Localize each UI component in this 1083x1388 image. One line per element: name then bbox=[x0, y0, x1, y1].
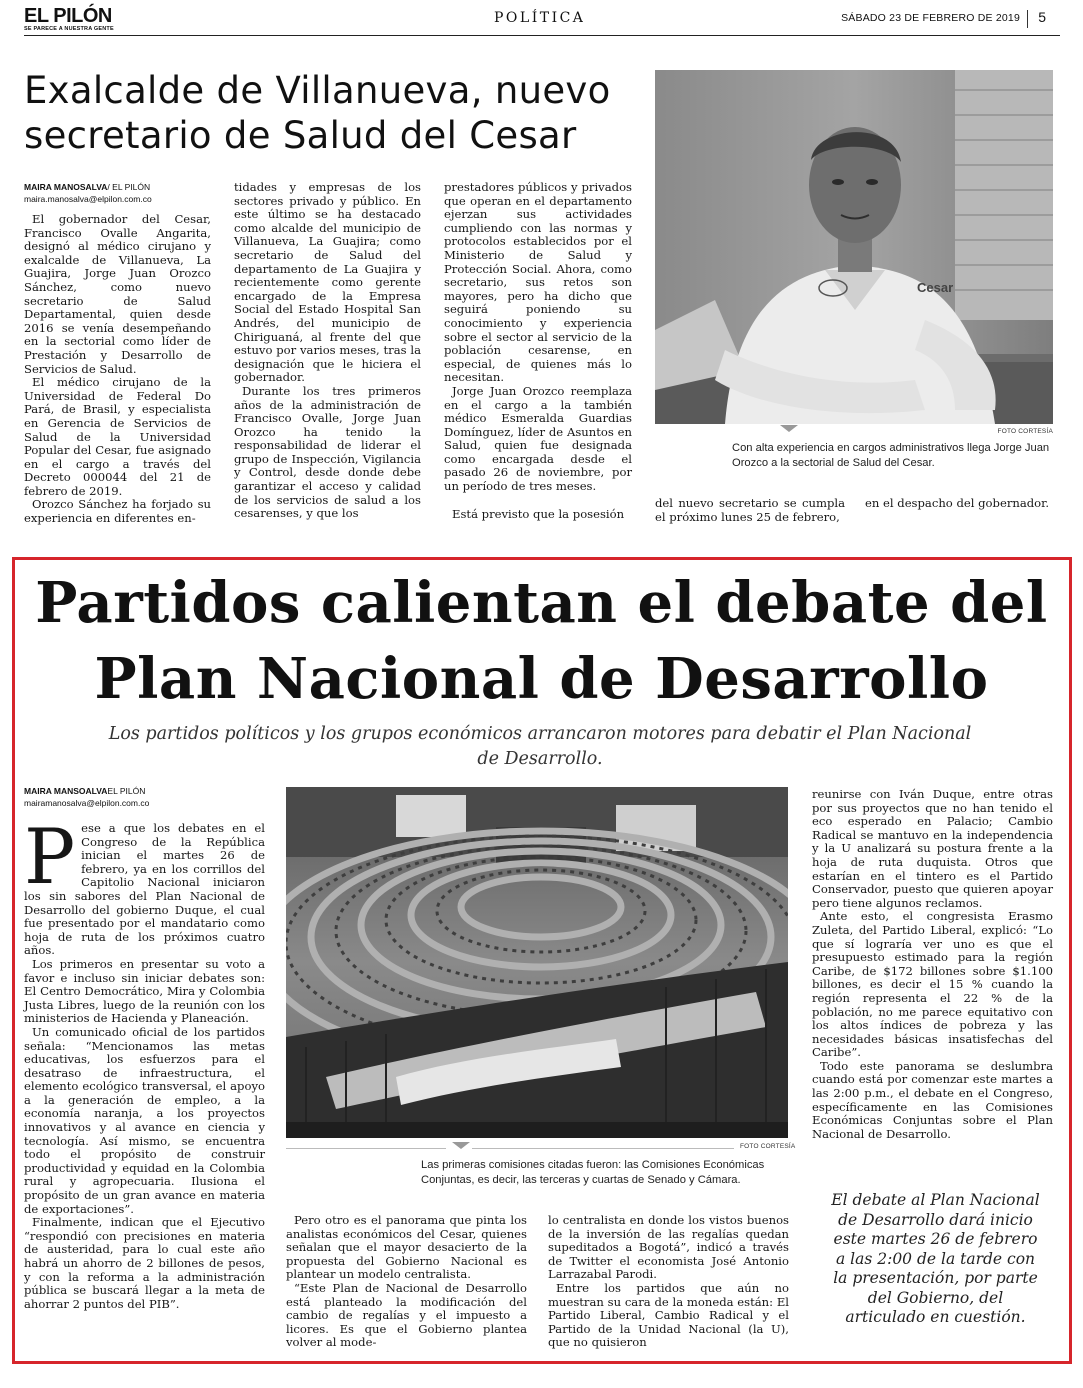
paragraph: Durante los tres primeros años de la administración de Francisco Ovalle, Jorge Juan Orozco ha tenido la responsabilidad de liderar el grupo de Inspección, Vigilancia y Control, desde donde debe garantizar el acceso y calidad de los servicios de salud a los cesarenses, y que los bbox=[234, 383, 421, 521]
drop-cap: P bbox=[24, 812, 76, 901]
paragraph: Jorge Juan Orozco reemplaza en el cargo a la también médico Esmeralda Guardias Domínguez, líder de Asuntos en Salud, quien fue designada como encargada desde el pasado 26 de noviembre, por un período de tres meses. bbox=[444, 383, 632, 494]
shirt-logo-text: Cesar bbox=[917, 280, 954, 295]
headline-line-1: Partidos calientan el debate del bbox=[35, 570, 1048, 636]
paragraph: tidades y empresas de los sectores privado y público. En este último se ha destacado como alcalde del municipio de Villanueva, La Guajira; como secretario de Salud del departamento de La Guajira y recientemente como gerente encargado de la Empresa Social del Estado Hospital San Andrés, del municipio de Chiriguaná, al frente del que estuvo por varios meses, tras la designación que le hiciera el gobernador. bbox=[234, 180, 421, 385]
headline-line-1: Exalcalde de Villanueva, nuevo bbox=[24, 69, 611, 112]
article2-column-1 bbox=[24, 812, 265, 1311]
byline-author: MAIRA MANOSALVA bbox=[24, 182, 108, 192]
photo-caption: Las primeras comisiones citadas fueron: las Comisiones Económicas Conjuntas, es decir, las terceras y cuartas de Senado y Cámara. bbox=[421, 1159, 765, 1186]
logo-name: EL PILÓN bbox=[24, 5, 112, 27]
first-paragraph-text: ese a que los debates en el Congreso de la República inician el martes 26 de febrero, ya en los corrillos del Capitolio Nacional iniciaron los sin sabores del Plan Nacional de Desarrollo del gobierno Duque, el cual fue presentado por el mandatario como hoja de ruta de los próximos cuatro años. bbox=[24, 821, 265, 958]
paragraph: “Este Plan de Nacional de Desarrollo está planteado la modificación del cambio de regalías y el impuesto a licores. Es que el Gobierno plantea volver al mode- bbox=[286, 1280, 527, 1350]
photo-credit: FOTO CORTESÍA bbox=[997, 428, 1053, 435]
paragraph: del nuevo secretario se cumpla el próximo lunes 25 de febrero, bbox=[655, 496, 845, 524]
article2-column-2 bbox=[286, 1214, 527, 1350]
paragraph: Pero otro es el panorama que pinta los analistas económicos del Cesar, quienes señalan que el mayor desacierto de la propuesta del Gobierno Nacional es plantear un modelo centralista. bbox=[286, 1213, 527, 1282]
article1-column-1 bbox=[24, 213, 211, 526]
pull-quote: El debate al Plan Nacional de Desarrollo dará inicio este martes 26 de febrero a las 2:00 de la tarde con la presentación, por parte del Gobierno, del articulado en cuestión. bbox=[831, 1191, 1040, 1326]
article2-lead: Los partidos políticos y los grupos económicos arrancaron motores para debatir el Plan Nacional de Desarrollo. bbox=[108, 724, 972, 769]
caption-rule bbox=[286, 1148, 446, 1149]
article1-column-5 bbox=[865, 497, 1055, 511]
issue-date: SÁBADO 23 DE FEBRERO DE 2019 bbox=[841, 12, 1020, 24]
page-number: 5 bbox=[1038, 9, 1046, 25]
paragraph: reunirse con Iván Duque, entre otras por sus proyectos que no han tenido el eco esperado en Palacio; Cambio Radical se mantuvo en la independencia y la U analizará su postura frente a la hoja de ruta duquista. Otros que estarían en el tintero es el Partido Conservador, puesto que quieren apoyar pero tiene algunos reclamos. bbox=[812, 787, 1053, 910]
paragraph: El gobernador del Cesar, Francisco Ovalle Angarita, designó al médico cirujano y exalcalde de Villanueva, La Guajira, Jorge Juan Orozco Sánchez, como nuevo secretario de Salud Departamental, quien desde 2016 se venía desempeñando en la sectorial como líder de Prestación y Desarrollo de Servicios de Salud. bbox=[24, 212, 211, 376]
congress-photo-illustration bbox=[286, 787, 788, 1138]
byline-email[interactable]: maira.manosalva@elpilon.com.co bbox=[24, 194, 152, 204]
paragraph: Un comunicado oficial de los partidos señala: “Mencionamos las metas educativas, los esfuerzos para el desatraso de infraestructura, el elemento ecológico transversal, el apoyo a la generación de empleo, a la economía naranja, a los proyectos innovativos y al avance en ciencia y tecnología. Así mismo, se encuentra todo el propósito de construir productividad y equidad en la Colombia rural y agropecuaria. Ilusiona el propósito de un gran avance en materia de exportaciones”. bbox=[24, 1024, 265, 1216]
caption-pointer-icon bbox=[452, 1142, 470, 1149]
first-paragraph bbox=[24, 812, 265, 958]
section-name: POLÍTICA bbox=[494, 10, 586, 26]
photo-credit: FOTO CORTESÍA bbox=[740, 1143, 796, 1150]
caption-pointer-icon bbox=[780, 425, 798, 432]
caption-rule bbox=[472, 1148, 734, 1149]
article2-column-4 bbox=[812, 788, 1053, 1141]
logo-tagline: SE PARECE A NUESTRA GENTE bbox=[24, 26, 114, 32]
paragraph: Los primeros en presentar su voto a favor e incluso sin iniciar debates son: El Centro Democrático, Mira y Colombia Justa Libres, luego de la reunión con los ministerios de Hacienda y Planeación. bbox=[24, 956, 265, 1026]
headline-line-2: Plan Nacional de Desarrollo bbox=[94, 646, 989, 712]
article1-byline bbox=[24, 181, 214, 205]
article2-byline bbox=[24, 785, 264, 809]
paragraph: Entre los partidos que aún no muestran su cara de la moneda están: El Partido Liberal, Cambio Radical y el Partido de la Unidad Nacional (la U), que no quisieron bbox=[548, 1280, 789, 1350]
photo-caption: Con alta experiencia en cargos administrativos llega Jorge Juan Orozco a la sectorial de Salud del Cesar. bbox=[732, 442, 1050, 469]
paragraph: El médico cirujano de la Universidad de Federal Do Pará, de Brasil, y especialista en Gerencia de Servicios de Salud de la Universidad Popular del Cesar, fue asignado en el cargo a través del Decreto 000044 del 21 de febrero de 2019. bbox=[24, 375, 211, 498]
byline-outlet: EL PILÓN bbox=[107, 786, 146, 796]
byline-outlet: / EL PILÓN bbox=[107, 182, 151, 192]
page-number-divider bbox=[1027, 10, 1028, 28]
paragraph: lo centralista en donde los vistos buenos de la inversión de las regalías quedan supeditados a Bogotá”, indicó a través de Twitter el economista José Antonio Larrazabal Parodi. bbox=[548, 1213, 789, 1282]
secretary-photo-illustration bbox=[655, 70, 1053, 424]
byline-email[interactable]: mairamanosalva@elpilon.com.co bbox=[24, 798, 150, 808]
paragraph: Finalmente, indican que el Ejecutivo “respondió con precisiones en materia de austeridad, para lo cual este año habrá un ahorro de 2 billones de pesos, y con la reforma a la administración pública se buscará llegar a la meta de ahorrar 2 puntos del PIB”. bbox=[24, 1215, 265, 1311]
headline-line-2: secretario de Salud del Cesar bbox=[24, 114, 577, 157]
paragraph: Está previsto que la posesión bbox=[452, 506, 625, 521]
paragraph: en el despacho del gobernador. bbox=[865, 496, 1050, 510]
paragraph: Orozco Sánchez ha forjado su experiencia en diferentes en- bbox=[24, 497, 211, 526]
masthead bbox=[24, 6, 1060, 36]
article1-headline[interactable] bbox=[24, 68, 644, 158]
article1-column-2 bbox=[234, 181, 421, 521]
article2-column-3 bbox=[548, 1214, 789, 1350]
article1-column-3 bbox=[444, 181, 632, 521]
article1-column-4 bbox=[655, 497, 845, 524]
article2-headline[interactable] bbox=[0, 565, 1083, 717]
secretary-photo[interactable] bbox=[655, 70, 1053, 424]
newspaper-logo[interactable] bbox=[24, 6, 114, 33]
paragraph: Ante esto, el congresista Erasmo Zuleta, del Partido Liberal, explicó: “Lo que sí lograría ver uno es que el presupuesto estimado para la región Caribe, de $172 billones sobre $1.100 billones, es decir el 15 % cuando la región representa el 22 % de la población, no me parece equitativo con los altos índices de pobreza y las necesidades básicas insatisfechas del Caribe”. bbox=[812, 909, 1053, 1060]
congress-photo[interactable] bbox=[286, 787, 788, 1138]
paragraph: Todo este panorama se deslumbra cuando está por comenzar este martes a las 2:00 p.m., el debate en el Congreso, específicamente en las Comisiones Económicas Conjuntas sobre el Plan Nacional de Desarrollo. bbox=[812, 1058, 1053, 1141]
paragraph: prestadores públicos y privados que operan en el departamento ejerzan sus actividades cumpliendo con las normas y protocolos establecidos por el Ministerio de Salud y Protección Social. Ahora, como secretario, sus retos son mayores, pero ha dicho que seguirá poniendo su conocimiento y experiencia sobre el sector al servicio de la población cesarense, en especial, de quienes más lo necesitan. bbox=[444, 180, 632, 385]
byline-author: MAIRA MANSOALVA bbox=[24, 786, 108, 796]
